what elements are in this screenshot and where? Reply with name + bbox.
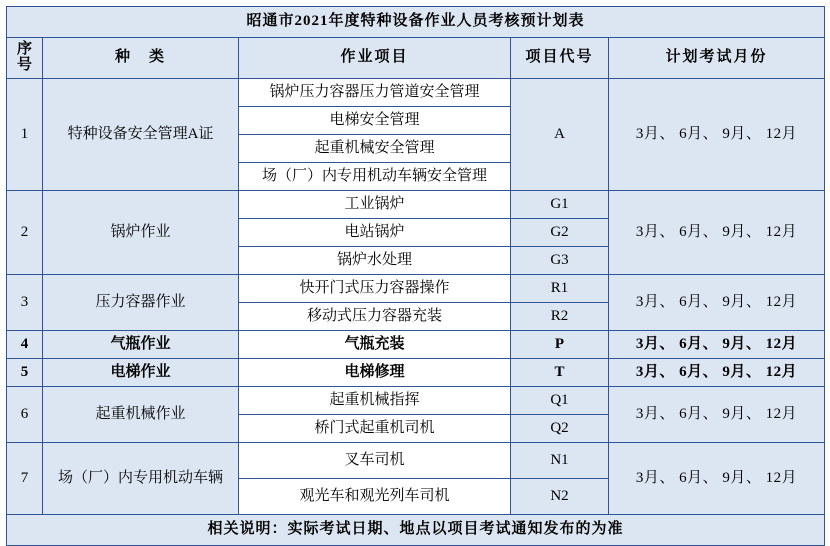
column-header-code: 项目代号 (511, 38, 609, 79)
table-row (7, 191, 825, 219)
column-header-months: 计划考试月份 (609, 38, 825, 79)
row-months: 3月、 6月、 9月、 12月 (609, 331, 825, 359)
row-seq: 2 (7, 191, 43, 275)
row-kind: 特种设备安全管理A证 (43, 79, 239, 191)
row-item: 桥门式起重机司机 (239, 415, 511, 443)
row-kind: 电梯作业 (43, 359, 239, 387)
row-code: N2 (511, 479, 609, 515)
row-item: 电站锅炉 (239, 219, 511, 247)
row-months: 3月、 6月、 9月、 12月 (609, 359, 825, 387)
row-months: 3月、 6月、 9月、 12月 (609, 275, 825, 331)
column-header-seq (7, 38, 43, 79)
footer-note: 相关说明：实际考试日期、地点以项目考试通知发布的为准 (7, 515, 825, 546)
row-kind: 场（厂）内专用机动车辆 (43, 443, 239, 515)
row-code: P (511, 331, 609, 359)
row-kind: 气瓶作业 (43, 331, 239, 359)
row-code: G1 (511, 191, 609, 219)
row-item: 观光车和观光列车司机 (239, 479, 511, 515)
table-body (7, 7, 825, 546)
row-months: 3月、 6月、 9月、 12月 (609, 191, 825, 275)
row-seq: 5 (7, 359, 43, 387)
row-item: 电梯安全管理 (239, 107, 511, 135)
row-months: 3月、 6月、 9月、 12月 (609, 387, 825, 443)
column-header-item: 作业项目 (239, 38, 511, 79)
table-row (7, 79, 825, 107)
row-item: 电梯修理 (239, 359, 511, 387)
page-title: 昭通市2021年度特种设备作业人员考核预计划表 (7, 7, 825, 38)
row-code: R2 (511, 303, 609, 331)
row-seq: 7 (7, 443, 43, 515)
row-code: N1 (511, 443, 609, 479)
row-months: 3月、 6月、 9月、 12月 (609, 443, 825, 515)
row-seq: 1 (7, 79, 43, 191)
row-code: Q2 (511, 415, 609, 443)
row-code: G2 (511, 219, 609, 247)
table-row (7, 387, 825, 415)
row-item: 叉车司机 (239, 443, 511, 479)
row-item: 起重机械指挥 (239, 387, 511, 415)
row-item: 起重机械安全管理 (239, 135, 511, 163)
table-row (7, 443, 825, 479)
row-code: T (511, 359, 609, 387)
title-row (7, 7, 825, 38)
row-item: 工业锅炉 (239, 191, 511, 219)
row-months: 3月、 6月、 9月、 12月 (609, 79, 825, 191)
row-code: A (511, 79, 609, 191)
row-code: Q1 (511, 387, 609, 415)
row-kind: 起重机械作业 (43, 387, 239, 443)
table-row (7, 275, 825, 303)
row-kind: 压力容器作业 (43, 275, 239, 331)
exam-plan-table (6, 6, 825, 546)
row-code: G3 (511, 247, 609, 275)
table-row (7, 359, 825, 387)
row-item: 快开门式压力容器操作 (239, 275, 511, 303)
column-header-seq-line2: 号 (16, 57, 32, 73)
column-header-seq-line1: 序 (16, 41, 32, 58)
header-row (7, 38, 825, 79)
column-header-kind: 种 类 (43, 38, 239, 79)
row-item: 锅炉水处理 (239, 247, 511, 275)
row-item: 锅炉压力容器压力管道安全管理 (239, 79, 511, 107)
row-seq: 3 (7, 275, 43, 331)
row-kind: 锅炉作业 (43, 191, 239, 275)
row-item: 气瓶充装 (239, 331, 511, 359)
row-seq: 4 (7, 331, 43, 359)
row-seq: 6 (7, 387, 43, 443)
table-row (7, 331, 825, 359)
row-code: R1 (511, 275, 609, 303)
row-item: 场（厂）内专用机动车辆安全管理 (239, 163, 511, 191)
row-item: 移动式压力容器充装 (239, 303, 511, 331)
footer-row (7, 515, 825, 546)
